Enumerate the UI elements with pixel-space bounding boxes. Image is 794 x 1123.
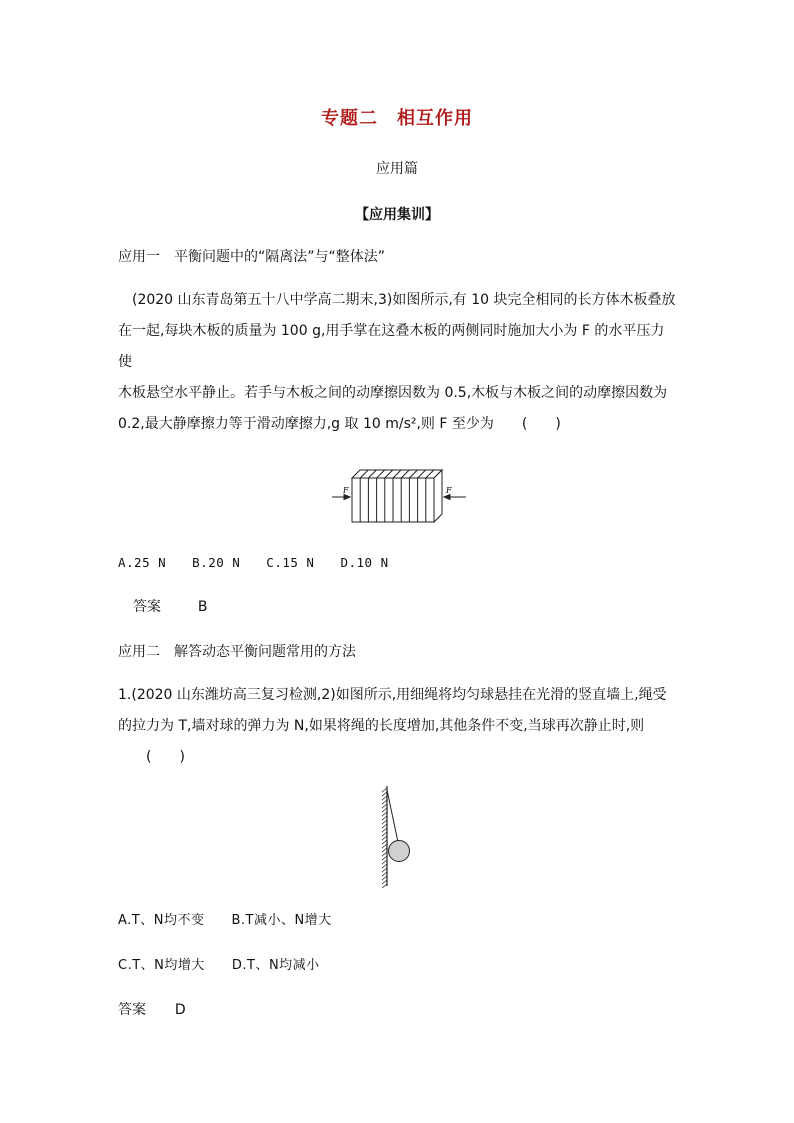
app1-question-line-1: (2020 山东青岛第五十八中学高二期末,3)如图所示,有 10 块完全相同的长方体木板叠放 bbox=[118, 292, 676, 308]
wall-hatch-line bbox=[382, 820, 387, 824]
wall-hatch-line bbox=[382, 860, 387, 864]
wall-hatch bbox=[382, 788, 387, 888]
wall-hatch-line bbox=[382, 864, 387, 868]
app2-answer-value: D bbox=[174, 1002, 186, 1018]
wall-hatch-line bbox=[382, 816, 387, 820]
ball bbox=[389, 841, 410, 862]
wall-hatch-line bbox=[382, 788, 387, 792]
page-title: 专题二 相互作用 bbox=[321, 108, 473, 129]
app1-question-line-2: 在一起,每块木板的质量为 100 g,用手掌在这叠木板的两侧同时施加大小为 F 的水平压力使 bbox=[118, 323, 665, 370]
wall-hatch-line bbox=[382, 808, 387, 812]
app2-options-row-2: C.T、N均增大 D.T、N均减小 bbox=[118, 958, 320, 973]
boards-side-face bbox=[434, 470, 442, 522]
wall-hatch-line bbox=[382, 800, 387, 804]
right-force-arrowhead bbox=[444, 495, 450, 500]
wall-hatch-line bbox=[382, 840, 387, 844]
app2-question-line-3: ( ) bbox=[118, 749, 185, 765]
app1-question bbox=[118, 285, 678, 440]
left-force-arrowhead bbox=[344, 495, 350, 500]
app2-question-line-2: 的拉力为 T,墙对球的弹力为 N,如果将绳的长度增加,其他条件不变,当球再次静止时,则 bbox=[118, 718, 645, 734]
app2-answer-label: 答案 bbox=[118, 1002, 146, 1018]
wall-hatch-line bbox=[382, 812, 387, 816]
wall-hatch-line bbox=[382, 824, 387, 828]
app1-answer-label: 答案 bbox=[133, 599, 161, 615]
app1-question-line-3: 木板悬空水平静止。若手与木板之间的动摩擦因数为 0.5,木板与木板之间的动摩擦因数为 bbox=[118, 385, 668, 401]
app1-options: A.25 N B.20 N C.15 N D.10 N bbox=[118, 555, 389, 570]
app1-answer bbox=[133, 596, 208, 616]
app2-options-row-1: A.T、N均不变 B.T减小、N增大 bbox=[118, 913, 332, 928]
wall-hatch-line bbox=[382, 868, 387, 872]
wall-hatch-line bbox=[382, 872, 387, 876]
wall-hatch-line bbox=[382, 804, 387, 808]
app1-answer-value: B bbox=[197, 599, 208, 615]
wall-hatch-line bbox=[382, 844, 387, 848]
wall-hatch-line bbox=[382, 832, 387, 836]
app2-heading: 应用二 解答动态平衡问题常用的方法 bbox=[118, 644, 356, 660]
wall-hatch-line bbox=[382, 884, 387, 888]
app2-question-line-1: 1.(2020 山东潍坊高三复习检测,2)如图所示,用细绳将均匀球悬挂在光滑的竖直墙上,绳受 bbox=[118, 687, 667, 703]
wall-hatch-line bbox=[382, 856, 387, 860]
wall-hatch-line bbox=[382, 880, 387, 884]
wall-hatch-line bbox=[382, 836, 387, 840]
rope-line bbox=[387, 790, 398, 842]
boards-figure bbox=[328, 466, 470, 526]
wall-hatch-line bbox=[382, 876, 387, 880]
section-label: 【应用集训】 bbox=[355, 207, 439, 223]
left-force-label: F bbox=[343, 486, 349, 495]
page-subtitle: 应用篇 bbox=[376, 161, 418, 177]
wall-ball-figure bbox=[374, 784, 420, 888]
app2-answer bbox=[118, 999, 186, 1019]
wall-hatch-line bbox=[382, 796, 387, 800]
wall-hatch-line bbox=[382, 852, 387, 856]
wall-hatch-line bbox=[382, 828, 387, 832]
app1-heading: 应用一 平衡问题中的“隔离法”与“整体法” bbox=[118, 249, 386, 265]
right-force-label: F bbox=[446, 486, 452, 495]
app2-question bbox=[118, 680, 678, 773]
app1-question-line-4: 0.2,最大静摩擦力等于滑动摩擦力,g 取 10 m/s²,则 F 至少为 ( ) bbox=[118, 416, 561, 432]
wall-hatch-line bbox=[382, 848, 387, 852]
wall-hatch-line bbox=[382, 792, 387, 796]
